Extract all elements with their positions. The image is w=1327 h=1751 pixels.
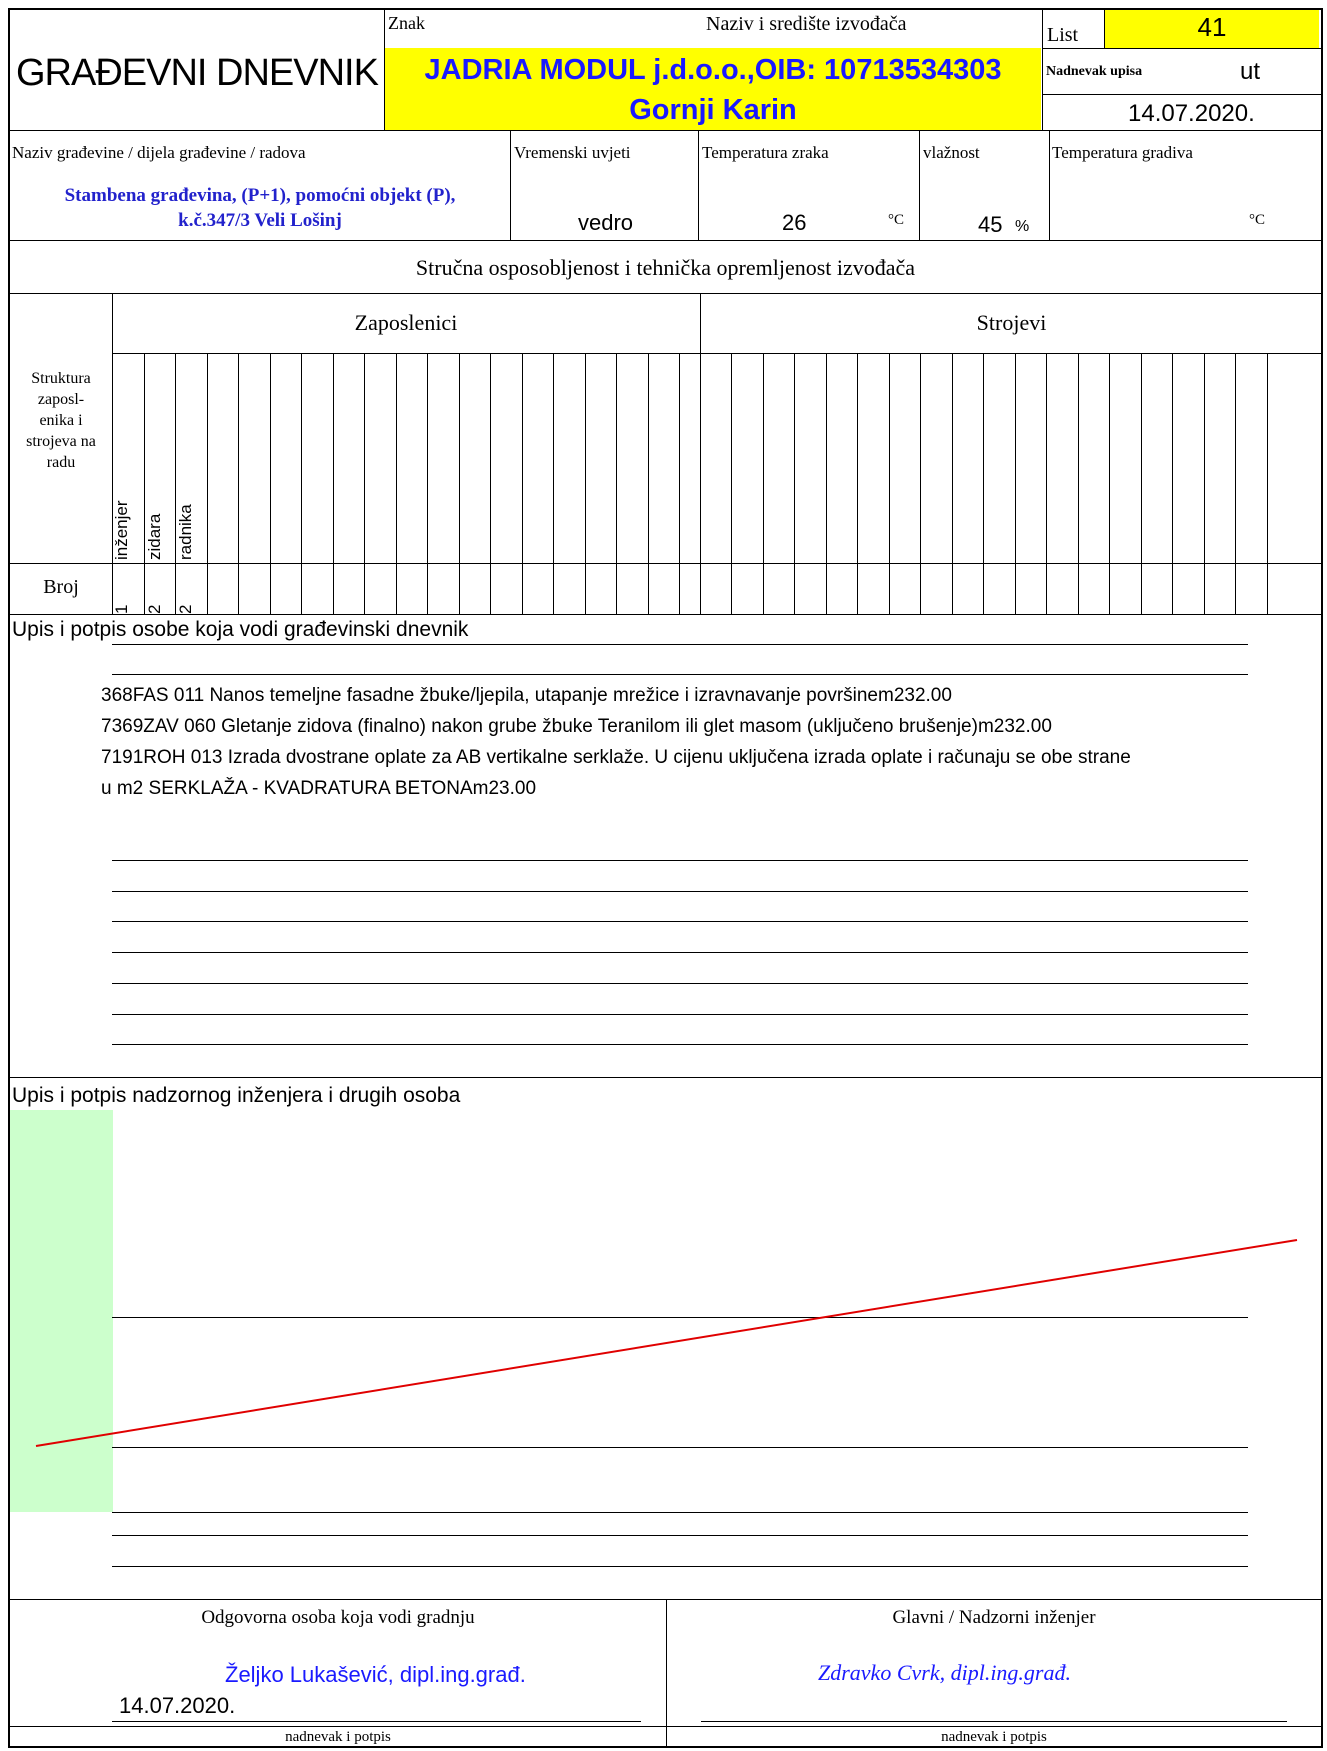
structure-label: Struktura zaposl- enika i strojeva na radu <box>26 370 96 471</box>
humidity-value: 45 <box>978 212 1003 237</box>
air-temp-unit: °C <box>888 212 905 228</box>
building-label: Naziv građevine / dijela građevine / radova <box>12 143 306 162</box>
journal-title: GRAĐEVNI DNEVNIK <box>16 52 378 94</box>
responsible-person-label: Odgovorna osoba koja vodi gradnju <box>201 1607 475 1628</box>
building-name-line2: k.č.347/3 Veli Lošinj <box>178 210 342 231</box>
weather-value: vedro <box>578 210 634 235</box>
material-temp-label: Temperatura gradiva <box>1052 143 1193 162</box>
znak-label: Znak <box>388 13 425 33</box>
humidity-label: vlažnost <box>923 143 980 162</box>
supervisor-engineer-label: Glavni / Nadzorni inženjer <box>892 1607 1096 1628</box>
material-temp-unit: °C <box>1249 212 1266 228</box>
responsible-person-date: 14.07.2020. <box>119 1693 236 1718</box>
air-temp-value: 26 <box>782 210 807 235</box>
list-number: 41 <box>1197 12 1227 42</box>
supervisor-engineer-name: Zdravko Cvrk, dipl.ing.građ. <box>818 1660 1071 1685</box>
role-count-3: 2 <box>176 604 195 614</box>
responsible-person-name: Željko Lukašević, dipl.ing.građ. <box>225 1662 526 1687</box>
staff-section-title: Stručna osposobljenost i tehnička opremljenost izvođača <box>415 255 916 280</box>
humidity-unit: % <box>1015 218 1030 235</box>
entry-date: 14.07.2020. <box>1128 100 1255 127</box>
supervisor-section-title: Upis i potpis nadzornog inženjera i drugih osoba <box>12 1084 461 1107</box>
machines-label: Strojevi <box>976 310 1047 335</box>
log-entry: 7369ZAV 060 Gletanje zidova (finalno) nakon grube žbuke Teranilom ili glet masom (uključeno brušenje)m232.00 <box>101 716 1052 737</box>
employees-label: Zaposlenici <box>354 310 458 335</box>
log-entry: 7191ROH 013 Izrada dvostrane oplate za AB vertikalne serklaže. U cijenu uključena izrada oplate i računaju se obe strane <box>101 747 1131 768</box>
company-location: Gornji Karin <box>629 94 797 126</box>
log-entry: u m2 SERKLAŽA - KVADRATURA BETONAm23.00 <box>101 778 537 799</box>
day-of-week: ut <box>1240 58 1261 85</box>
nadnevak-label: Nadnevak upisa <box>1046 64 1143 79</box>
role-name-2: zidara <box>145 513 164 560</box>
company-name: JADRIA MODUL j.d.o.o.,OIB: 10713534303 <box>424 54 1002 86</box>
role-name-3: radnika <box>176 504 195 560</box>
left-signature-caption: nadnevak i potpis <box>285 1729 391 1745</box>
role-count-1: 1 <box>112 604 131 614</box>
right-signature-caption: nadnevak i potpis <box>941 1729 1047 1745</box>
weather-label: Vremenski uvjeti <box>514 143 631 162</box>
role-name-1: inženjer <box>112 500 131 560</box>
contractor-label: Naziv i središte izvođača <box>706 13 907 35</box>
broj-label: Broj <box>43 576 79 598</box>
building-name-line1: Stambena građevina, (P+1), pomoćni objekt (P), <box>64 185 456 206</box>
log-section-title: Upis i potpis osobe koja vodi građevinski dnevnik <box>12 618 469 641</box>
list-label: List <box>1047 24 1079 46</box>
air-temp-label: Temperatura zraka <box>702 143 829 162</box>
role-count-2: 2 <box>145 604 164 614</box>
log-entry: 368FAS 011 Nanos temeljne fasadne žbuke/ljepila, utapanje mrežice i izravnavanje površinem232.00 <box>101 685 952 706</box>
